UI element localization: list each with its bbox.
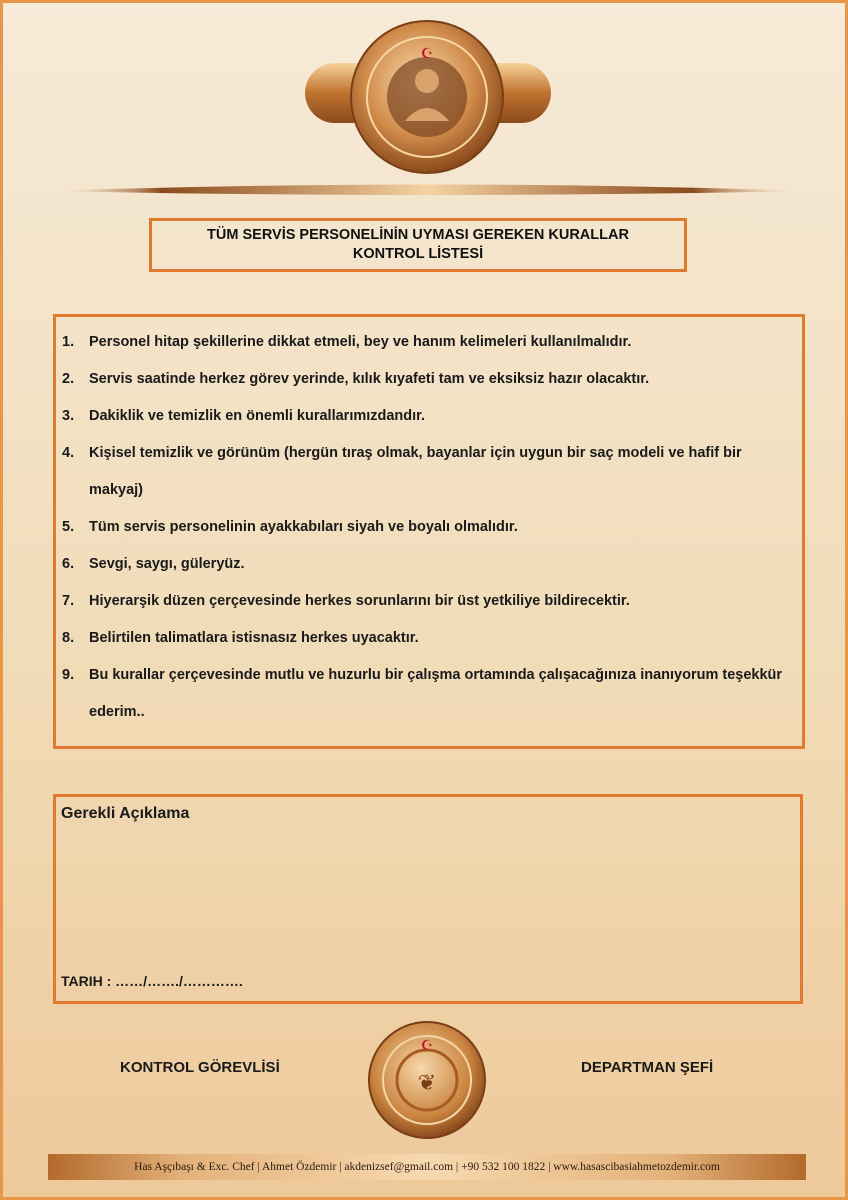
rule-item	[62, 361, 792, 398]
rule-number: 3.	[62, 408, 75, 424]
rule-item	[62, 509, 792, 546]
rule-item	[62, 583, 792, 620]
rule-text: Sevgi, saygı, güleryüz.	[89, 556, 245, 572]
rule-text: Hiyerarşik düzen çerçevesinde herkes sorunlarını bir üst yetkiliye bildirecektir.	[89, 593, 630, 609]
rule-text: Personel hitap şekillerine dikkat etmeli, bey ve hanım kelimeleri kullanılmalıdır.	[89, 334, 632, 350]
rule-number: 8.	[62, 630, 75, 646]
crescent-star-icon: ☪	[420, 46, 434, 62]
header-emblem	[3, 3, 848, 208]
rule-text: Bu kurallar çerçevesinde mutlu ve huzurlu bir çalışma ortamında çalışacağınıza inanıyorum teşekkür ederim..	[89, 667, 783, 720]
title-line-2: KONTROL LİSTESİ	[352, 246, 484, 262]
svg-text:☪: ☪	[420, 1038, 434, 1054]
notes-box[interactable]	[53, 794, 803, 1004]
rule-item	[62, 546, 792, 583]
rule-number: 2.	[62, 371, 75, 387]
footer-contact: Has Aşçıbaşı & Exc. Chef | Ahmet Özdemir | akdenizsef@gmail.com | +90 532 100 1822 | www.hasascibasiahmetozdemir.com	[134, 1161, 720, 1173]
notes-title: Gerekli Açıklama	[61, 805, 190, 822]
header-divider	[48, 185, 806, 196]
rule-item	[62, 620, 792, 657]
signature-control-officer: KONTROL GÖREVLİSİ	[120, 1059, 280, 1076]
signature-department-chief: DEPARTMAN ŞEFİ	[581, 1059, 714, 1076]
rule-text: Tüm servis personelinin ayakkabıları siyah ve boyalı olmalıdır.	[89, 519, 518, 535]
rule-text: Servis saatinde herkez görev yerinde, kılık kıyafeti tam ve eksiksiz hazır olacaktır.	[89, 371, 650, 387]
rule-item	[62, 657, 792, 731]
seal-icon	[367, 1020, 487, 1140]
rule-text: Dakiklik ve temizlik en önemli kurallarımızdandır.	[89, 408, 426, 424]
rule-number: 1.	[62, 334, 75, 350]
footer-bar	[48, 1154, 806, 1180]
rule-item	[62, 398, 792, 435]
chef-head-icon	[415, 69, 439, 93]
rule-text: Kişisel temizlik ve görünüm (hergün tıraş olmak, bayanlar için uygun bir saç modeli ve hafif bir makyaj)	[89, 445, 742, 498]
rule-text: Belirtilen talimatlara istisnasız herkes uyacaktır.	[89, 630, 419, 646]
rules-list	[53, 314, 805, 749]
rule-number: 6.	[62, 556, 75, 572]
title-line-1: TÜM SERVİS PERSONELİNİN UYMASI GEREKEN KURALLAR	[207, 227, 629, 243]
rule-number: 5.	[62, 519, 75, 535]
title-box	[149, 218, 687, 272]
rule-item	[62, 435, 792, 509]
rule-item	[62, 324, 792, 361]
svg-text:❦: ❦	[417, 1071, 437, 1096]
date-line: TARIH : ……/……./………….	[61, 973, 243, 989]
rule-number: 9.	[62, 667, 75, 683]
rule-number: 7.	[62, 593, 75, 609]
rule-number: 4.	[62, 445, 75, 461]
